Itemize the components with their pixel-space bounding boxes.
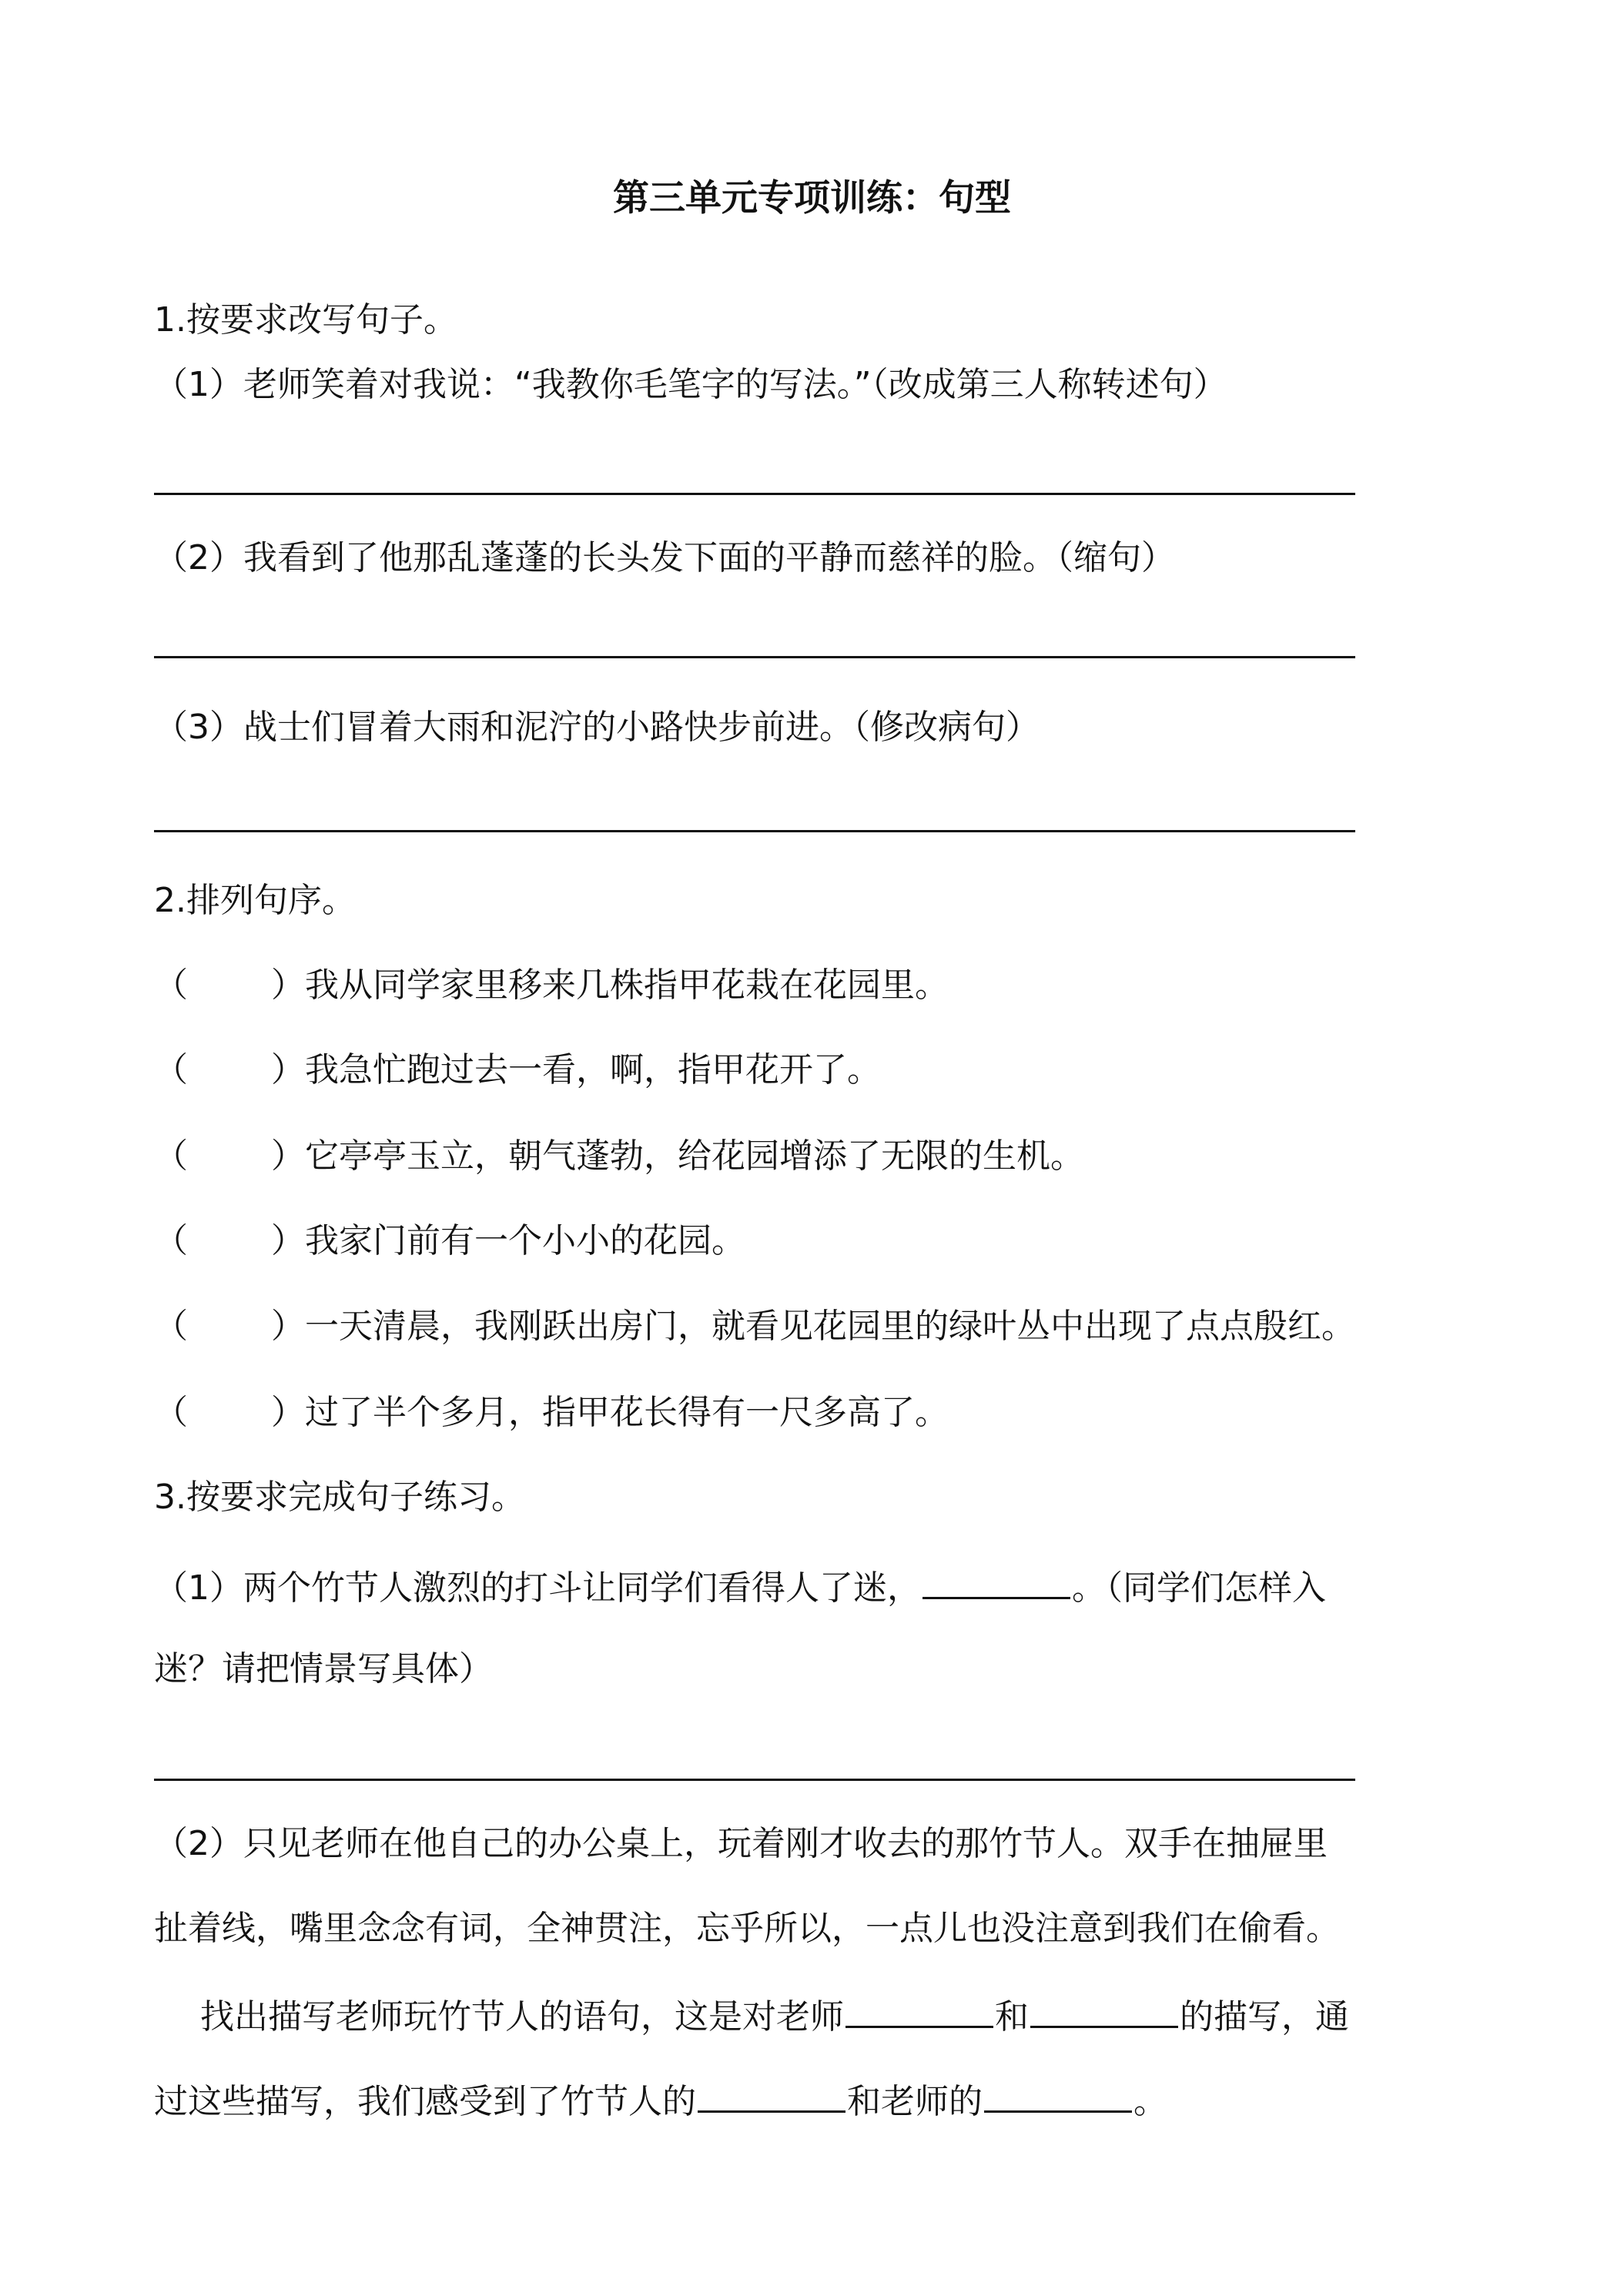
fill-blank[interactable]	[698, 2077, 845, 2113]
q1-answer-line-1[interactable]	[154, 493, 1355, 495]
paren-open: （	[154, 1307, 188, 1346]
fill-blank[interactable]	[922, 1563, 1070, 1599]
paren-close: ）	[271, 1393, 305, 1432]
q2-row-1	[154, 962, 949, 1009]
paren-open: （	[154, 1393, 188, 1432]
q3-item-2-text: 找出描写老师玩竹节人的语句，这是对老师	[200, 1997, 844, 2037]
paren-open: （	[154, 966, 188, 1005]
q3-item-2-text: 的描写，通	[1180, 1997, 1349, 2037]
q2-sentence: 过了半个多月，指甲花长得有一尺多高了。	[305, 1393, 949, 1432]
q2-sentence: 我急忙跑过去一看，啊，指甲花开了。	[305, 1050, 881, 1089]
q3-item-2-line-4	[154, 2077, 1167, 2125]
q3-item-1-text-b: 。（同学们怎样入	[1072, 1568, 1326, 1608]
q2-heading: 2.排列句序。	[154, 881, 356, 920]
q2-row-6	[154, 1390, 949, 1436]
paren-open: （	[154, 1136, 188, 1176]
fill-blank[interactable]	[1030, 1992, 1178, 2028]
q1-item-2: （2）我看到了他那乱蓬蓬的长头发下面的平静而慈祥的脸。（缩句）	[154, 538, 1175, 577]
paren-open: （	[154, 1221, 188, 1260]
paren-close: ）	[271, 1136, 305, 1176]
page-title: 第三单元专项训练：句型	[613, 177, 1011, 219]
q3-item-2-line-1: （2）只见老师在他自己的办公桌上，玩着刚才收去的那竹节人。双手在抽屉里	[154, 1824, 1328, 1863]
paren-open: （	[154, 1050, 188, 1089]
q3-item-1-line-1	[154, 1563, 1326, 1612]
q2-row-5	[154, 1304, 1355, 1350]
q3-item-1-text-a: （1）两个竹节人激烈的打斗让同学们看得人了迷，	[154, 1568, 921, 1608]
q2-sentence: 我家门前有一个小小的花园。	[305, 1221, 745, 1260]
paren-close: ）	[271, 966, 305, 1005]
q3-item-1-line-2: 迷？请把情景写具体）	[154, 1649, 493, 1689]
paren-close: ）	[271, 1221, 305, 1260]
q3-item-2-text: 过这些描写，我们感受到了竹节人的	[154, 2082, 696, 2121]
q1-answer-line-2[interactable]	[154, 656, 1355, 658]
fill-blank[interactable]	[984, 2077, 1132, 2113]
q1-answer-line-3[interactable]	[154, 830, 1355, 832]
paren-close: ）	[271, 1307, 305, 1346]
q3-answer-line[interactable]	[154, 1779, 1355, 1781]
q2-row-2	[154, 1047, 881, 1093]
q3-item-2-line-2: 扯着线，嘴里念念有词，全神贯注，忘乎所以，一点儿也没注意到我们在偷看。	[154, 1909, 1340, 1948]
q2-row-3	[154, 1133, 1084, 1180]
q3-item-2-text: 和老师的	[847, 2082, 983, 2121]
q1-item-1: （1）老师笑着对我说：“我教你毛笔字的写法。”（改成第三人称转述句）	[154, 365, 1227, 404]
q1-item-3: （3）战士们冒着大雨和泥泞的小路快步前进。（修改病句）	[154, 708, 1040, 747]
q3-item-2-text: 和	[995, 1997, 1029, 2037]
q2-row-4	[154, 1218, 745, 1264]
q2-sentence: 我从同学家里移来几株指甲花栽在花园里。	[305, 966, 949, 1005]
q2-sentence: 它亭亭玉立，朝气蓬勃，给花园增添了无限的生机。	[305, 1136, 1084, 1176]
q1-heading: 1.按要求改写句子。	[154, 300, 457, 340]
paren-close: ）	[271, 1050, 305, 1089]
q3-item-2-text: 。	[1133, 2082, 1167, 2121]
fill-blank[interactable]	[845, 1992, 993, 2028]
q2-sentence: 一天清晨，我刚跃出房门，就看见花园里的绿叶丛中出现了点点殷红。	[305, 1307, 1355, 1346]
q3-heading: 3.按要求完成句子练习。	[154, 1478, 525, 1517]
q3-item-2-line-3	[200, 1992, 1349, 2040]
